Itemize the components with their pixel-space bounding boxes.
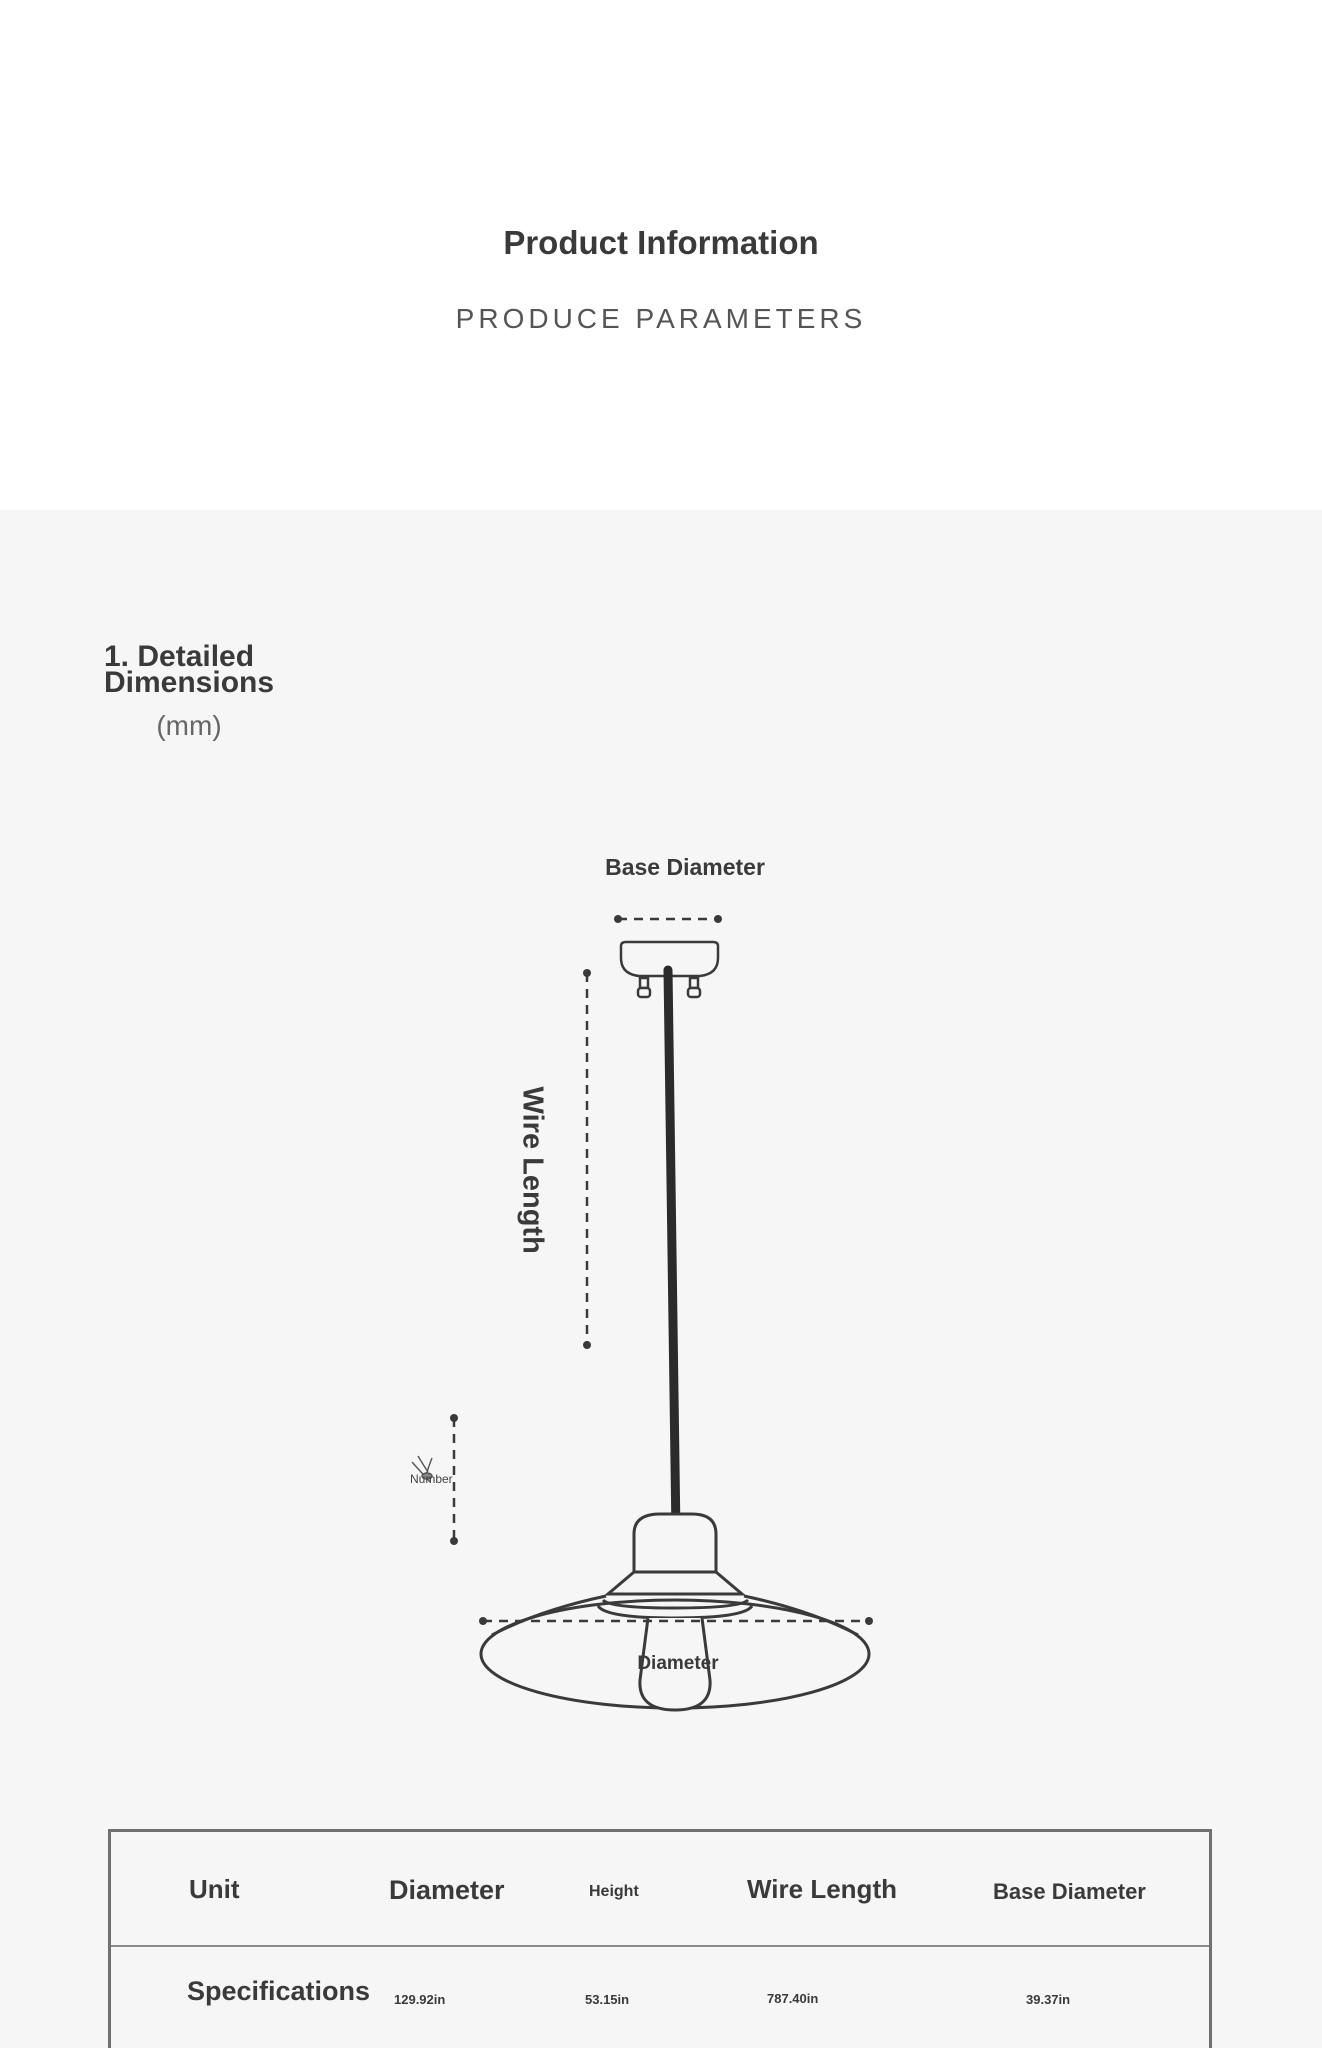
table-cell-wire-length: 787.40in [767,1991,819,2006]
number-label: Number [410,1472,453,1486]
section-unit: (mm) [156,710,222,741]
power-cord [668,970,676,1534]
pendant-lamp-diagram [0,510,1322,1810]
table-cell-height: 53.15in [585,1992,630,2007]
table-header-diameter: Diameter [389,1875,505,1905]
dimensions-panel [0,510,1322,2048]
table-row-divider [111,1945,1209,1947]
base-diameter-dimension [614,915,722,923]
base-diameter-label: Base Diameter [605,854,765,880]
page-subtitle: PRODUCE PARAMETERS [455,303,867,334]
table-cell-base-diameter: 39.37in [1026,1992,1071,2007]
header-section [0,0,1322,510]
table-cell-diameter: 129.92in [394,1992,446,2007]
table-row-label: Specifications [187,1976,371,2006]
wire-length-dimension [583,969,591,1349]
specifications-table [108,1829,1212,2048]
table-header-wire-length: Wire Length [747,1874,897,1904]
diameter-label: Diameter [637,1653,719,1674]
table-header-unit: Unit [189,1874,240,1904]
page-title: Product Information [503,224,819,261]
table-header-height: Height [589,1883,639,1900]
lamp-shade [481,1514,869,1710]
wire-length-label: Wire Length [516,1086,549,1254]
section-heading: 1. Detailed Dimensions [104,640,275,699]
table-header-base-diameter: Base Diameter [993,1879,1146,1904]
